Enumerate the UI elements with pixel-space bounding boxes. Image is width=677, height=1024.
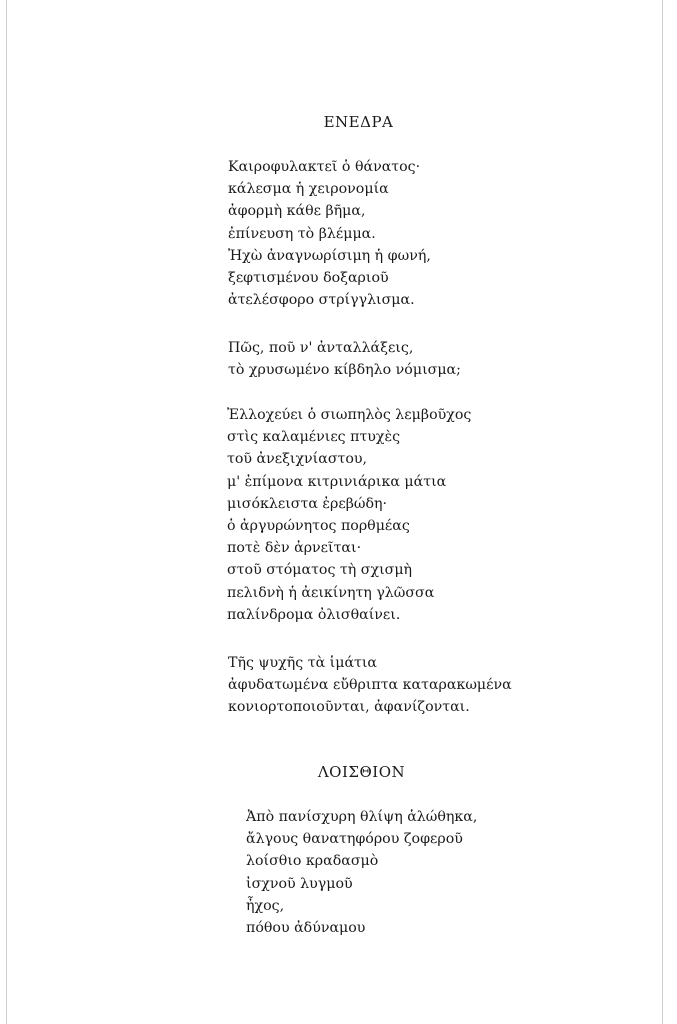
poem-line: ἀτελέσφορο στρίγγλισμα. [228,292,415,309]
poem-line: Ἠχὼ ἀναγνωρίσιμη ἡ φωνή, [228,247,431,264]
stanza-5 [246,806,477,939]
poem-line: Πῶς, ποῦ ν' ἀνταλλάξεις, [228,340,414,356]
poem-line: Ἀπὸ πανίσχυρη θλίψη ἁλώθηκα, [246,809,478,825]
poem-line: ἰσχνοῦ λυγμοῦ [246,875,353,892]
poem-line: πόθου ἀδύναμου [246,920,366,937]
poem-line: Ἐλλοχεύει ὁ σιωπηλὸς λεμβοῦχος [227,407,472,423]
poem-line: στὶς καλαμένιες πτυχὲς [227,429,401,446]
stanza-4 [228,652,512,719]
page-edge-right [662,0,663,1024]
stanza-2 [228,337,461,381]
page-edge-left [6,0,7,1024]
poem-line: Τῆς ψυχῆς τὰ ἱμάτια [228,655,378,671]
poem-line: κάλεσμα ἡ χειρονομία [228,181,389,198]
poem-line: λοίσθιο κραδασμὸ [246,853,379,870]
poem-line: ξεφτισμένου δοξαριοῦ [228,270,389,287]
poem-line: ἀφορμὴ κάθε βῆμα, [228,203,366,220]
poem-line: μισόκλειστα ἐρεβώδη· [227,495,388,512]
poem-line: κονιορτοποιοῦνται, ἀφανίζονται. [228,699,470,716]
poem-line: ἦχος, [246,897,285,914]
poem-line: μ' ἐπίμονα κιτρινιάρικα μάτια [227,473,447,490]
poem-line: Καιροφυλακτεῖ ὁ θάνατος· [228,159,421,175]
poem-line: τὸ χρυσωμένο κίβδηλο νόμισμα; [228,362,461,379]
poem-line: ἐπίνευση τὸ βλέμμα. [228,225,376,242]
poem-line: ἀφυδατωμένα εὔθριπτα καταρακωμένα [228,677,512,694]
poem-line: ἄλγους θανατηφόρου ζοφεροῦ [246,831,463,848]
poem-line: πελιδνὴ ἡ ἀεικίνητη γλῶσσα [227,584,435,601]
poem-title-enedra: ΕΝΕΔΡΑ [323,113,394,131]
poem-line: παλίνδρομα ὀλισθαίνει. [227,606,401,623]
poem-line: ποτὲ δὲν ἀρνεῖται· [227,540,362,557]
poem-line: τοῦ ἀνεξιχνίαστου, [227,451,368,468]
stanza-1 [228,156,431,311]
poem-title-loisthion: ΛΟΙΣΘΙΟΝ [317,763,406,781]
stanza-3 [227,404,471,626]
poem-line: ὁ ἀργυρώνητος πορθμέας [227,518,410,535]
poem-line: στοῦ στόματος τὴ σχισμὴ [227,562,413,579]
